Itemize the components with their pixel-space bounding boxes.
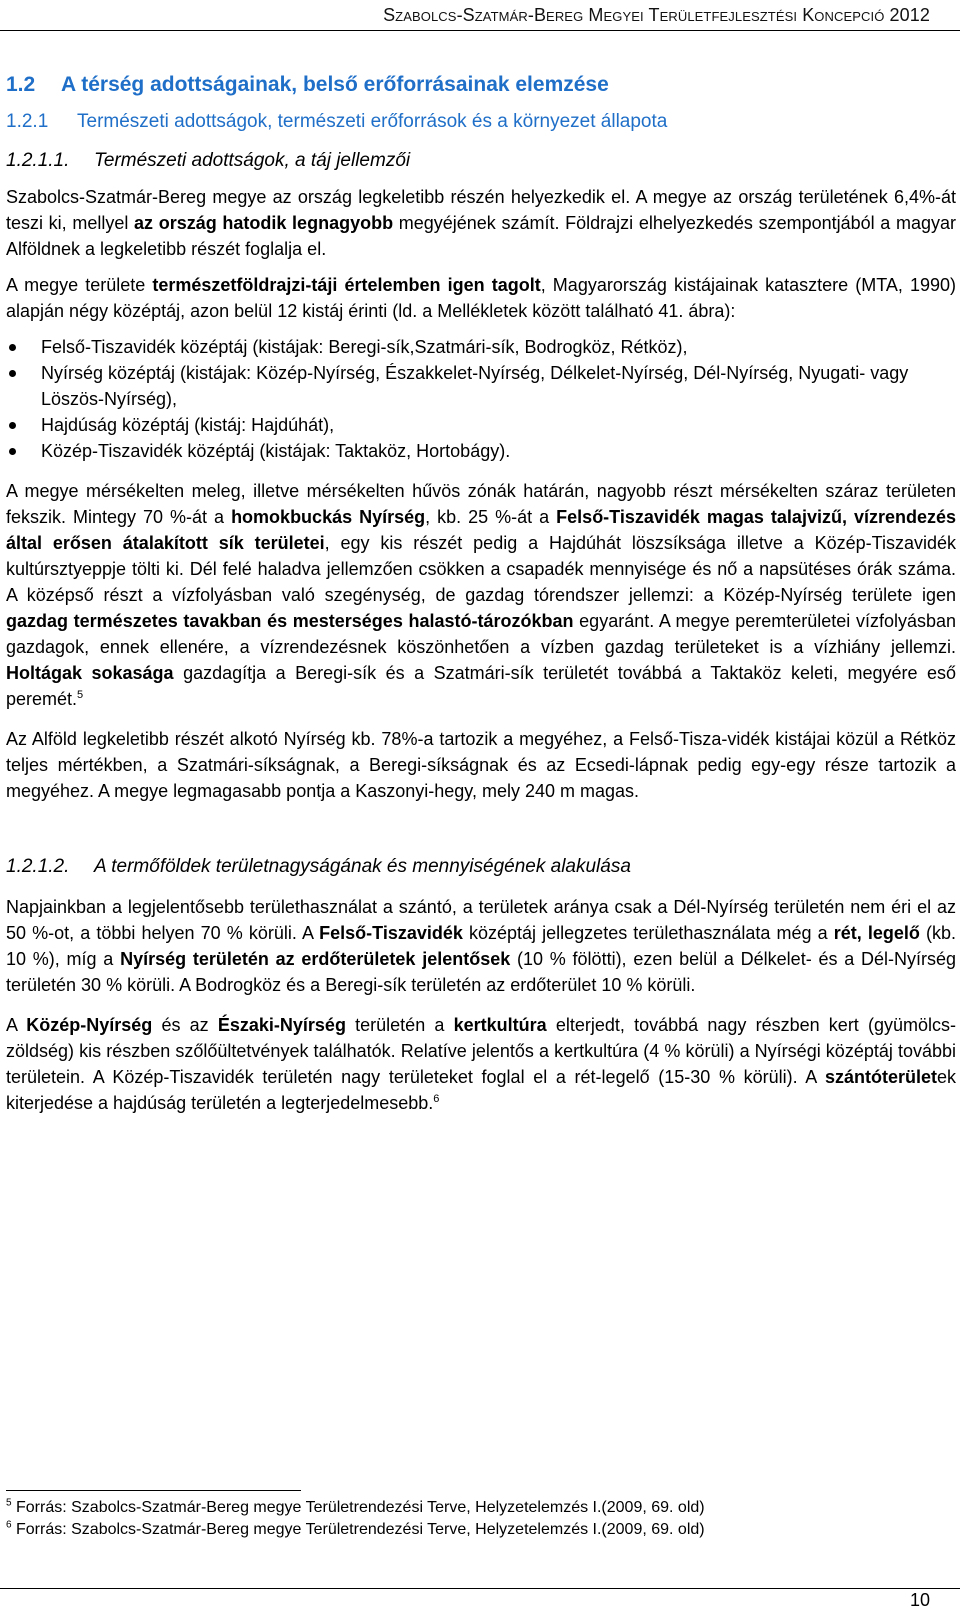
heading-3-number: 1.2.1.2.: [6, 856, 70, 877]
text-run: , egy kis részét pedig a Hajdúhát löszsíksága illetve a Közép-Tiszavidék kultúrsztyeppje tölti ki. Dél felé haladva jellemzően csökken a csapadék mennyisége és nő a napsütéses órák száma. A középső részt a vízfolyásban való szegénység, de gazdag tórendszer jellemzi: a Közép-Nyírség területe igen: [6, 533, 956, 605]
list-item-text: Felső-Tiszavidék középtáj (kistájak: Beregi-sík,Szatmári-sík, Bodrogköz, Rétköz),: [41, 337, 688, 357]
footnote-text: Forrás: Szabolcs-Szatmár-Bereg megye Területrendezési Terve, Helyzetelemzés I.(2009, 69. old): [11, 1521, 705, 1538]
text-run: megyéjének számít. Földrajzi elhelyezkedés szempontjából a magyar Alföldnek a legkeletibb részét foglalja el.: [6, 213, 957, 259]
paragraph-landscape: [6, 272, 956, 324]
text-run: Napjainkban a legjelentősebb területhasználat a szántó, a területek aránya csak a Dél-Nyírség területén nem éri el az 50 %-ot, a többi helyen 70 % körüli. A: [6, 897, 956, 943]
footnote-item: [6, 1519, 956, 1541]
text-run: középtáj jellegzetes területhasználata még a: [462, 923, 834, 943]
bold-run: kertkultúra: [453, 1015, 547, 1035]
bullet-icon: [9, 344, 16, 351]
footnote-separator: [6, 1490, 301, 1491]
bold-run: Felső-Tiszavidék magas talajvizű, vízrendezés által erősen átalakított sík területei: [6, 507, 956, 553]
list-item-text: Nyírség középtáj (kistájak: Közép-Nyírség, Északkelet-Nyírség, Délkelet-Nyírség, Dél-Nyírség, Nyugati- vagy Löszös-Nyírség),: [41, 363, 909, 409]
text-run: Szabolcs-Szatmár-Bereg megye az ország legkeletibb részén helyezkedik el. A megye az ország területének 6,4%-át teszi ki, mellyel: [6, 187, 956, 233]
landscape-list: [6, 334, 956, 464]
heading-3-title: A termőföldek területnagyságának és mennyiségének alakulása: [94, 856, 631, 877]
bold-run: rét, legelő: [833, 923, 920, 943]
footer-rule: [0, 1588, 960, 1589]
paragraph-land-use: [6, 894, 956, 998]
list-item: [6, 334, 956, 360]
list-item: [6, 412, 956, 438]
page-number: 10: [909, 1590, 930, 1610]
heading-3: [6, 148, 956, 174]
heading-2-title: Természeti adottságok, természeti erőforrások és a környezet állapota: [77, 111, 668, 132]
text-run: , kb. 25 %-át a: [425, 507, 557, 527]
bold-run: Közép-Nyírség: [26, 1015, 153, 1035]
text-run: A megye területe: [6, 275, 153, 295]
bullet-icon: [9, 448, 16, 455]
heading-3-second: [6, 854, 956, 880]
bold-run: Északi-Nyírség: [217, 1015, 346, 1035]
bold-run: homokbuckás Nyírség: [231, 507, 426, 527]
text-run: egyaránt. A megye peremterületei vízfolyásban gazdagok, ennek ellenére, a vízrendezésnek köszönhetően a vízben gazdag területeket is a vízhiány jellemzi.: [6, 611, 957, 657]
text-run: (kb. 10 %), míg a: [6, 923, 957, 969]
text-run: területén a: [345, 1015, 454, 1035]
bullet-icon: [9, 422, 16, 429]
main-content: [6, 70, 956, 1116]
bold-run: az ország hatodik legnagyobb: [134, 213, 394, 233]
paragraph-climate: [6, 478, 956, 712]
bold-run: Nyírség területén az erdőterületek jelentősek: [120, 949, 511, 969]
list-item-text: Hajdúság középtáj (kistáj: Hajdúhát),: [41, 415, 335, 435]
paragraph-location: [6, 184, 956, 262]
list-item: [6, 360, 956, 412]
text-run: és az: [152, 1015, 218, 1035]
footnote-item: [6, 1497, 956, 1519]
heading-3-title: Természeti adottságok, a táj jellemzői: [94, 150, 411, 171]
header-title: Szabolcs-Szatmár-Bereg Megyei Területfejlesztési Koncepció 2012: [383, 5, 930, 25]
text-run: (10 % fölötti), ezen belül a Délkelet- és a Dél-Nyírség területén 30 % körüli. A Bodrogköz és a Beregi-sík területén az erdőterület 10 % körüli.: [6, 949, 956, 995]
header-rule: [0, 30, 960, 31]
bold-run: természetföldrajzi-táji értelemben igen tagolt: [152, 275, 541, 295]
footnote-reference[interactable]: 6: [433, 1093, 440, 1105]
bullet-icon: [9, 370, 16, 377]
footnotes: [6, 1497, 956, 1541]
footnote-reference[interactable]: 5: [77, 689, 84, 701]
bold-run: szántóterület: [824, 1067, 937, 1087]
bold-run: gazdag természetes tavakban és mesterséges halastó-tározókban: [6, 611, 574, 631]
heading-1: [6, 70, 956, 100]
running-header: [0, 0, 960, 28]
heading-1-title: A térség adottságainak, belső erőforrásainak elemzése: [61, 73, 609, 96]
list-item-text: Közép-Tiszavidék középtáj (kistájak: Taktaköz, Hortobágy).: [41, 441, 511, 461]
paragraph-horticulture: [6, 1012, 956, 1116]
text-run: , Magyarország kistájainak katasztere (MTA, 1990) alapján négy középtáj, azon belül 12 kistáj érinti (ld. a Mellékletek között található 41. ábra):: [6, 275, 956, 321]
footnote-number: 5: [6, 1497, 12, 1509]
bold-run: Holtágak sokasága: [6, 663, 174, 683]
footnote-text: Forrás: Szabolcs-Szatmár-Bereg megye Területrendezési Terve, Helyzetelemzés I.(2009, 69. old): [11, 1499, 705, 1516]
text-run: ek kiterjedése a hajdúság területén a legterjedelmesebb.: [6, 1067, 956, 1113]
heading-1-number: 1.2: [6, 73, 36, 96]
text-run: A megye mérsékelten meleg, illetve mérsékelten hűvös zónák határán, nagyobb részt mérsékelten száraz területen fekszik. Mintegy 70 %-át a: [6, 481, 956, 527]
heading-2-number: 1.2.1: [6, 111, 49, 132]
list-item: [6, 438, 956, 464]
heading-2: [6, 109, 956, 135]
bold-run: Felső-Tiszavidék: [319, 923, 463, 943]
paragraph-nyirseg: Az Alföld legkeletibb részét alkotó Nyírség kb. 78%-a tartozik a megyéhez, a Felső-Tisza-vidék kistájai közül a Rétköz teljes mértékben, a Szatmári-síkságnak, a Beregi-síkságnak és az Ecsedi-lápnak pedig egy-egy része tartozik a megyéhez. A megye legmagasabb pontja a Kaszonyi-hegy, mely 240 m magas.: [6, 729, 956, 801]
footnote-number: 6: [6, 1519, 12, 1531]
heading-3-number: 1.2.1.1.: [6, 150, 70, 171]
text-run: elterjedt, továbbá nagy részben kert (gyümölcs-zöldség) kis részben szőlőültetvények találhatók. Relatíve jelentős a kertkultúra (4 % körüli) a Nyírségi középtáj további területein. A Közép-Tiszavidék területén nagy területeket foglal el a rét-legelő (15-30 % körüli). A: [6, 1015, 957, 1087]
text-run: gazdagítja a Beregi-sík és a Szatmári-sík területét továbbá a Taktaköz keleti, megyére eső peremét.: [6, 663, 956, 709]
text-run: A: [6, 1015, 27, 1035]
